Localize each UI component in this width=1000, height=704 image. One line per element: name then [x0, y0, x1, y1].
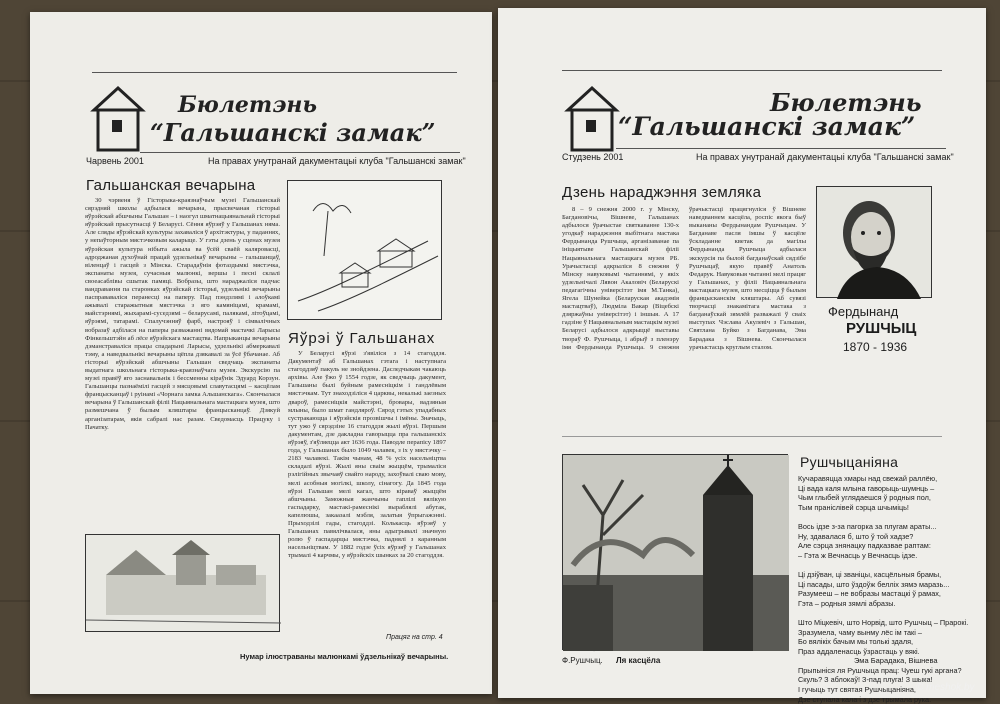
header-rule-top: [92, 72, 457, 73]
subtitle: На правах унутранай дакументацыі клуба "Гальшанскі замак": [208, 156, 466, 166]
article-paragraph: 30 чэрвеня ў Гісторыка-краязнаўчым музеі Гальшанскай сярэдняй школы адбылася вечарына, прысвечаная гісторыі яўрэйскай абшчыны Гальшан – і наогул шматнацыянальнай гісторыі яўрэйскай прысутнасці ў Беларусі. Сёння яўрэяў у Гальшанах няма. Але сляды яўрэйскай культуры захаваліся ў архітэктуры, у паданнях, у непаўторным мястэчковым каларыце. У гэты дзень у сценах музея яўрэйская культура нібыта ажыла ва ўсёй сваёй каляровасці, адроджаная духоўнай працай удзельнікаў вечарыны – гальшанцаў, віленцаў і гасцей з Мінска. Старадаўнія фотаздымкі мястэчка, экспанаты музея, сучасныя малюнкі, вершы і песні склалі своеасаблівы сшытак памяці. Вобразы, што нараджаліся падчас вандравання па старонках яўрэйскай гісторыі, удзельнікі вечарыны пасправаваліся перанесці на паперу. Пад пэндзлямі і алоўкамі ажывалі старажытныя мястэчка з яго камяніцамі, крамамі, майстэрнямі, жыхарамі-суседзямі – беларусамі, палякамі, літоўцамі, яўрэямі, татарамі. Спалучэнняў фарб, настрояў і сімвалічных вобразаў адбілася на паперы разважанні вядомай мастачкі Ларысы Фінкельштэйн аб лёсе яўрэйскага мастацтва. Напрыканцы вечарыны дэманстраваліся працы спадарыні Ларысы, удзельнікі абмеркавалі тэму, а наведвальнікі вечарыны цёпла дзякавалі за ўсё ўбачанае. Аб гісторыі яўрэйскай абшчыны Гальшан сведчаць экспанаты выдатнага школьнага гісторыка-краязнаўчага музея. Экскурсію па музеі правёў яго заснавальнік і бессменны кіраўнік Эдуард Корзун. Гальшанцы пазнаёмілі гасцей з мясцовымі славутасцямі – касцёлам францысканцаў і руінамі «Чорнага замка Альшанскага». Скончылася вечарына ў Гальшанскай філіі Нацыянальнага мастацкага музея, што размешчана ў былым кляштары францысканцаў. Дзякуй арганізатарам, якія сабралі нас разам. Сведомасць Працуку і Пачатку.: [85, 197, 280, 431]
watermark: © meshok.by: [916, 682, 975, 693]
poem-title: Рушчыцаніяна: [800, 454, 899, 470]
header-rule-top: [562, 70, 942, 71]
article-title-jews: Яўрэі ў Гальшанах: [288, 330, 436, 347]
portrait-years: 1870 - 1936: [843, 340, 908, 354]
subtitle: На правах унутранай дакументацыі клуба "Гальшанскі замак": [696, 152, 954, 162]
article-text-evening: [85, 197, 280, 527]
painting-caption-author: Ф.Рушчыц.: [562, 656, 603, 665]
poem-text: Кучаравяцца хмары над свежай раллёю, Ці вада каля млына гаворыць-шумнць – Чым глыбей углядаешся ў родныя пол, Тым праніслівей сэрца шчыміць! Вось ідзе з-за пагорка за плугам араты... Ну, здавалася б, што ў той хадзе? Але сэрца знянацку падказвае раптам: – Гэта ж Вечнасць у Вечнасць ідзе. Ці дзіўван, ці званіцы, касцёльныя брамы, Ці пасады, што ўздоўж белліх зямэ маразь... Разумееш – не вобразы мастацкі ў рамах, Гэта – родныя зямлі абразы. Што Міцкевіч, што Норвід, што Рушчыц – Прарокі. Зразумела, чаму вынму лёс ім такі – Бо вялікіх бачым мы толькі здаля, Праз аддаленасць ўзрастаць у вякі. Прыпыніся ля Рушчыца прац: Чуеш гукі аргана? Скуль? З аблокаў! З-пад плуга! З шыка! І гучыць тут святая Рушчыцаніяна, Дзе ступала кала і з дзе трымала рука.: [798, 474, 969, 704]
newsletter-title-line2: “Гальшанскі замак”: [618, 112, 916, 141]
newsletter-page-left: [30, 12, 492, 694]
issue-date: Чарвень 2001: [86, 156, 144, 166]
continued-note: Працяг на стр. 4: [386, 634, 443, 641]
sketch-drawing-top: [288, 181, 443, 321]
portrait-image: [817, 187, 933, 299]
issue-date: Студзень 2001: [562, 152, 624, 162]
newsletter-title-line2: “Гальшанскі замак”: [150, 118, 436, 147]
painting-image: [563, 455, 789, 651]
painting-frame: [562, 454, 788, 650]
header-rule-bottom: [616, 148, 946, 149]
portrait-last-name: РУШЧЫЦ: [846, 320, 917, 337]
article-paragraph: У Беларусі яўрэі з'явіліся з 14 стагоддзя. Дакументаў аб Гальшанах гэтага і наступнага стагоддзяў пакуль не знойдзена. Даследчыкам чакаюць архівы. Але ўжо ў 1554 годзе, як сведчыць дакумент, Гальшаны былі буйным рамесніцкім і гандлёвым мястэчкам. Тут знаходзіліся 4 царквы, некалькі заезных двароў, рамесніцкія майстэрні, бровары, вадзяныя млыны, было шмат гандляроў. Сярод гэтых упадабных сустракаюцца і яўрэйскія прозвішчы і імёны. Значыць, тут ужо ў сярэдзіне 16 стагоддзя жылі яўрэі. Першым дакументам, дзе дакладна гаворыцца пра гальшанскіх яўрэяў, з'яўляецца акт 1636 года. Паводле перапісу 1897 года, у Гальшанах было 1049 чалавек, з іх у мястэчку – 2183 чалавекі. Такім чынам, 48 % усіх насельніцтва складалі яўрэі. Жылі яны сваім жыццём, трымаліся рэлігійных звычаяў свайго народу, захоўвалі сваю мову, мелі асобныя могілкі, школу, сінагогу. Да 1845 года яўрэі Гальшан мелі кагал, што кіраваў жыццём абшчыны. Заможныя жанчыны гаплілі вялікую гаспадарку, мастакі-рамеснікі выраблялі абутак, капелюшы, закаазалі мэбля, залатыя ўпрыгажэнні. Прыходзілі гады, стагоддзі. Колькасць яўрэяў у Гальшанах павялічвалася, яны адыгрывалі значную ролю ў гаспадарцы мястэчка, паднялі з каранным насельніцтвам. У 1882 годзе ўсіх яўрэяў у Гальшанах трымалі 4 карчмы, у яўрэйскіх шынках за 20 стагоддзя.: [288, 350, 446, 560]
header-rule-bottom: [140, 152, 460, 153]
castle-logo: [88, 82, 148, 152]
newsletter-title-line1: Бюлетэнь: [178, 92, 317, 118]
newsletter-title-line1: Бюлетэнь: [770, 88, 922, 117]
painting-caption-title: Ля касцёла: [616, 656, 661, 665]
sketch-illustration-bottom: [85, 534, 280, 632]
section-divider: [562, 436, 942, 437]
sketch-illustration-top: [287, 180, 442, 320]
article-paragraph: 8 – 9 снежня 2000 г. у Мінску, Багдановічы, Вішневе, Гальшанах адбылося ўрачыстае святкаванне 130-х угодкаў нараджэння выбітнага мастака Фердынанда Рушчыца, арганізаванае па ініцыятыве Гальшанскай філіі Нацыянальнага мастацкага музея РБ. Урачыстасці адкрыліся 8 снежня ў Мінску навуковымі чытаннямі, у якіх удзельнічалі Лявон Акаловіч (Беларускі педагагічны універсітэт імя М.Танка), Ягела Шунейка (Беларуская акадэмія мастацтваў), Людміла Вакар (Віцебскі дзяржаўны універсітэт) і іншыя. А 17 гадзіне ў Нацыянальным мастацкім музеі Беларусі адбылося адкрыццё выставы твораў Ф. Рушчыца, і абрыў з пленэру імя Фердынанда Рушчыца. 9 снежня ўрачыстасці працягнуліся ў Вішневе наведваннем касцёла, роспіс якога быў выкананы Фердынандам Рушчыцам. У Багданаве пасля імшы ў касцёле ўскладанне кветак да магілы Фердынанда Рушчыца адбылася экскурсія па былой багданаўскай сядзібе Рушчыцаў, якую правёў Анатоль Федарук. Навуковыя чытанні мелі працяг у Гальшанах, у філіі Нацыянальнага мастацкага музея, што месціцца ў былым францысканскім кляштары. Аб сувязі творчасці знакамітага мастака з багданаўскай зямлёй разважалі ў сваіх выступах Чэслава Акулевіч з Гальшан, Святлана Буйко з Багданава, Эма Барадака з Вішнева. Скончылася урачыстасць круглым сталом.: [562, 206, 806, 351]
article-text-jews: [288, 350, 446, 628]
poem-author: Эма Барадака, Вішнева: [854, 656, 938, 665]
article-title-evening: Гальшанская вечарына: [86, 177, 256, 194]
footer-note: Нумар ілюстраваны малюнкамі ўдзельнікаў вечарыны.: [240, 652, 449, 661]
portrait-first-name: Фердынанд: [828, 304, 899, 319]
article-text-birthday: [562, 206, 806, 431]
sketch-drawing-bottom: [86, 535, 281, 633]
castle-logo: [562, 82, 622, 152]
portrait-frame: [816, 186, 932, 298]
newsletter-page-right: [498, 8, 986, 704]
article-title-birthday: Дзень нараджэння земляка: [562, 184, 762, 201]
